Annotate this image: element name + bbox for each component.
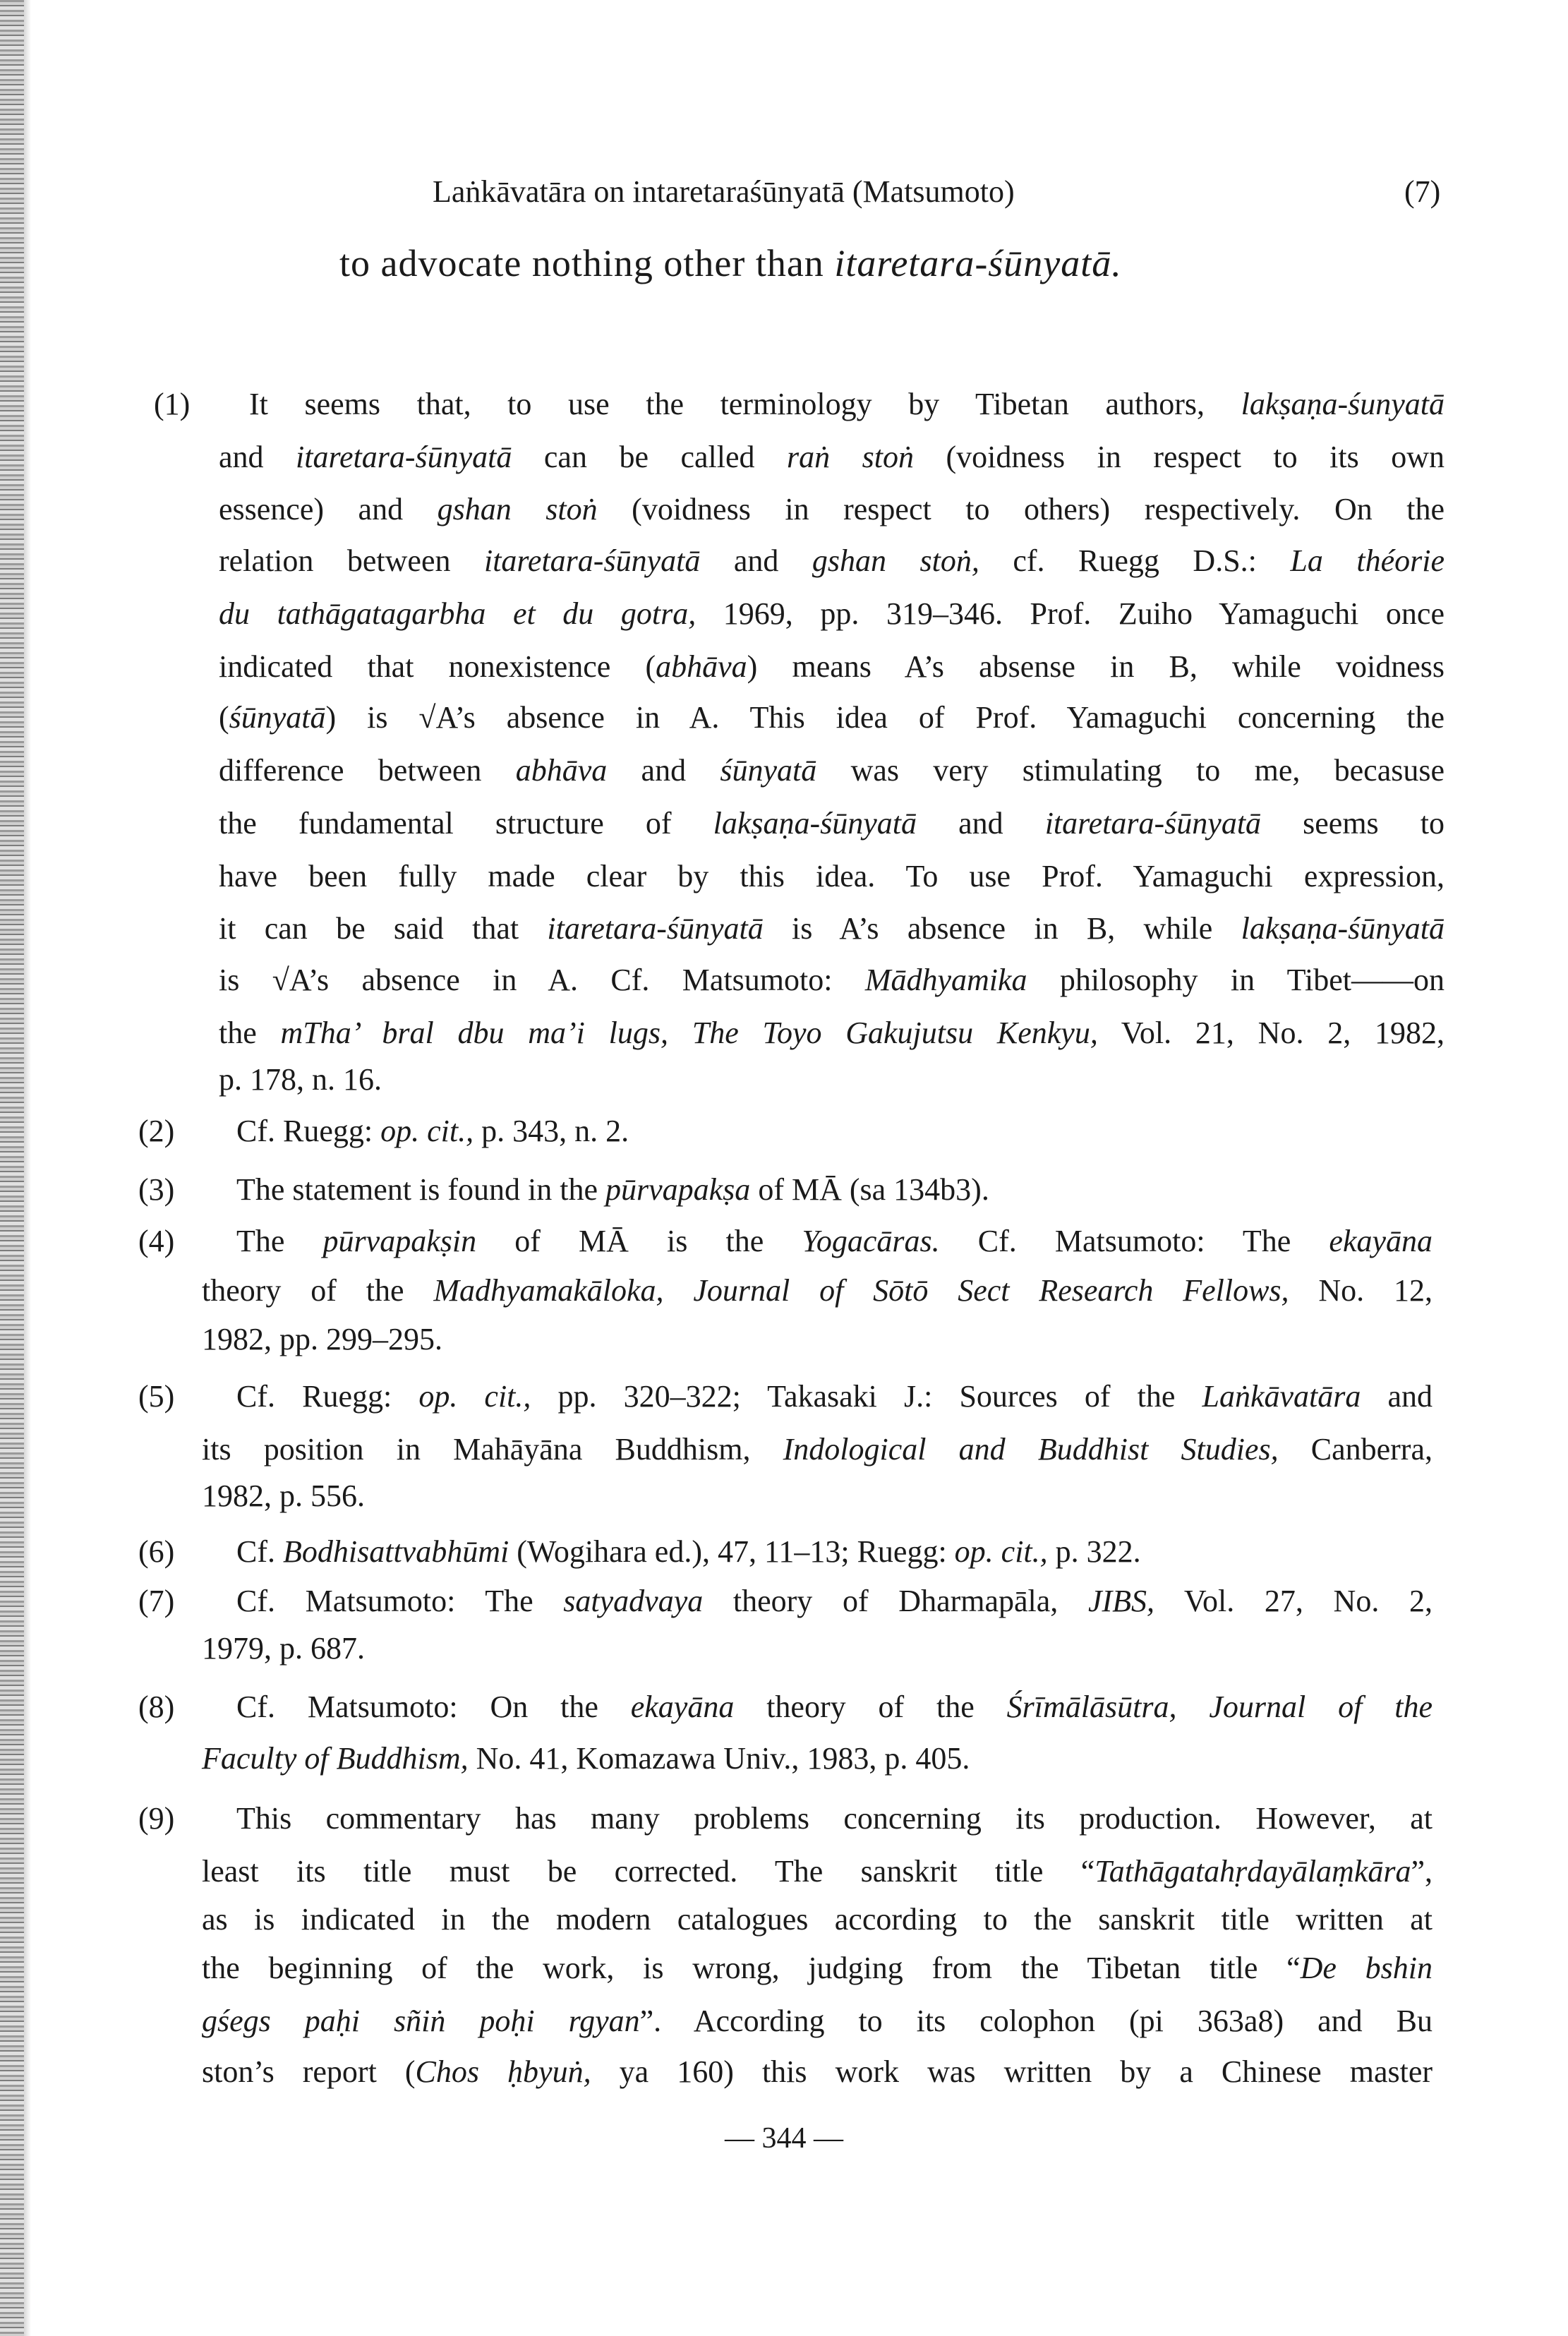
footnote-line	[202, 1852, 1433, 1891]
footnote-line	[236, 1170, 1433, 1210]
text-run: No. 12,	[1289, 1273, 1433, 1308]
italic-text: itaretara-śūnyatā	[547, 911, 764, 946]
text-run: It seems that, to use the terminology by Tibetan authors,	[249, 386, 1241, 421]
text-run: Cf. Matsumoto: On the	[236, 1690, 631, 1725]
italic-text: gshan stoṅ	[437, 492, 598, 527]
text-run: (voidness in respect to its own	[913, 439, 1445, 474]
italic-text: Bodhisattvabhūmi	[283, 1534, 509, 1569]
text-run: the beginning of the work, is wrong, judging from the Tibetan title “	[202, 1950, 1301, 1985]
lead-italic: itaretara-śūnyatā.	[834, 242, 1122, 284]
italic-text: gshan stoṅ,	[812, 543, 979, 578]
italic-text: raṅ stoṅ	[787, 439, 914, 474]
footnote-line	[219, 594, 1445, 634]
footnote-line	[202, 1271, 1433, 1311]
footnote-label: (5)	[138, 1378, 175, 1414]
text-run: Cf. Ruegg:	[236, 1113, 381, 1148]
text-run: Cf. Matsumoto: The	[939, 1223, 1329, 1258]
lead-text: to advocate nothing other than	[339, 242, 835, 284]
footnote-label: (1)	[154, 386, 191, 421]
scan-edge	[0, 0, 24, 2336]
footnote-line	[202, 1900, 1433, 1939]
footnote-line	[219, 751, 1445, 790]
text-run: of MĀ is the	[476, 1223, 802, 1258]
footnote-label: (4)	[138, 1223, 175, 1258]
text-run: Cf. Ruegg:	[236, 1378, 419, 1414]
text-run: relation between	[219, 543, 484, 578]
text-run: (voidness in respect to others) respectively. On the	[597, 492, 1445, 527]
text-run: seems to	[1261, 805, 1445, 841]
running-title: Laṅkāvatāra on intaretaraśūnyatā (Matsumoto)	[433, 174, 1015, 209]
footnote-line	[202, 1629, 1433, 1668]
italic-text: La théorie	[1290, 543, 1445, 578]
italic-text: op. cit.,	[954, 1534, 1048, 1569]
italic-text: lakṣaṇa-śunyatā	[1241, 386, 1445, 421]
italic-text: lakṣaṇa-śūnyatā	[1241, 911, 1445, 946]
footnote-line	[219, 1013, 1445, 1053]
text-run: 1982, p. 556.	[202, 1478, 365, 1513]
italic-text: pūrvapakṣin	[322, 1223, 477, 1258]
italic-text: śūnyatā	[229, 700, 326, 735]
footnote-line	[202, 1949, 1433, 1988]
text-run: and	[917, 805, 1045, 841]
text-run: the fundamental structure of	[219, 805, 713, 841]
text-run: Cf.	[236, 1534, 283, 1569]
text-run: ) is √A’s absence in A. This idea of Prof. Yamaguchi concerning the	[325, 700, 1445, 735]
footnote-label: (6)	[138, 1534, 175, 1569]
italic-text: gśegs paḥi sñiṅ poḥi rgyan	[202, 2003, 640, 2038]
italic-text: Yogacāras.	[802, 1223, 940, 1258]
text-run: p. 322.	[1047, 1534, 1141, 1569]
text-run: can be called	[512, 439, 787, 474]
italic-text: lakṣaṇa-śūnyatā	[713, 805, 917, 841]
text-run: the	[219, 1015, 281, 1050]
footnote-line	[219, 541, 1445, 581]
text-run: and	[700, 543, 812, 578]
footnote-label: (8)	[138, 1690, 175, 1725]
text-run: Canberra,	[1278, 1431, 1433, 1467]
scan-edge-shadow	[24, 0, 31, 2336]
italic-text: śūnyatā	[720, 753, 817, 788]
footnote-line	[219, 698, 1445, 737]
text-run: it can be said that	[219, 911, 548, 946]
text-run: The	[236, 1223, 323, 1258]
text-run: of MĀ (sa 134b3).	[750, 1172, 989, 1208]
text-run: difference between	[219, 753, 516, 788]
footnote-line	[236, 1112, 1433, 1151]
text-run: (	[219, 700, 229, 735]
italic-text: Mādhyamika	[864, 963, 1027, 998]
text-run: theory of the	[202, 1273, 434, 1308]
italic-text: ekayāna	[1329, 1223, 1433, 1258]
italic-text: Laṅkāvatāra	[1202, 1378, 1361, 1414]
text-run: essence) and	[219, 492, 438, 527]
text-run: Vol. 27, No. 2,	[1154, 1584, 1433, 1619]
footnote-label: (2)	[138, 1113, 175, 1148]
footnote-line	[236, 1532, 1433, 1572]
text-run: philosophy in Tibet——on	[1027, 963, 1445, 998]
text-run: and	[219, 439, 296, 474]
italic-text: Śrīmālāsūtra, Journal of the	[1006, 1690, 1433, 1725]
footnote-line	[219, 804, 1445, 843]
text-run: 1979, p. 687.	[202, 1630, 365, 1666]
footnote-line	[219, 961, 1445, 1000]
text-run: as is indicated in the modern catalogues according to the sanskrit title written at	[202, 1902, 1433, 1937]
footnote-line	[236, 1582, 1433, 1621]
italic-text: ekayāna	[630, 1690, 735, 1725]
text-run: No. 41, Komazawa Univ., 1983, p. 405.	[468, 1740, 970, 1776]
footnote-line	[202, 1739, 1433, 1778]
text-run: The statement is found in the	[236, 1172, 605, 1208]
text-run: 1982, pp. 299–295.	[202, 1321, 442, 1356]
footnote-line	[219, 490, 1445, 529]
text-run: and	[607, 753, 720, 788]
footnote-label: (9)	[138, 1801, 175, 1836]
italic-text: itaretara-śūnyatā	[1044, 805, 1262, 841]
italic-text: Chos ḥbyuṅ,	[415, 2054, 591, 2090]
footnote-line	[249, 385, 1445, 424]
footnote-line	[236, 1687, 1433, 1727]
italic-text: satyadvaya	[563, 1584, 704, 1619]
text-run: have been fully made clear by this idea. To use Prof. Yamaguchi expression,	[219, 858, 1445, 893]
text-run: ya 160) this work was written by a Chinese master	[591, 2054, 1433, 2090]
italic-text: du tathāgatagarbha et du gotra,	[219, 596, 696, 631]
italic-text: De bshin	[1300, 1950, 1433, 1985]
footnote-line	[219, 857, 1445, 896]
text-run: cf. Ruegg D.S.:	[979, 543, 1291, 578]
footnote-line	[202, 1476, 1433, 1516]
footnote-line	[202, 1430, 1433, 1469]
lead-line	[339, 241, 1122, 285]
text-run: is √A’s absence in A. Cf. Matsumoto:	[219, 963, 865, 998]
italic-text: abhāva	[656, 649, 747, 684]
italic-text: op. cit.,	[418, 1378, 531, 1414]
footnote-line	[202, 2001, 1433, 2041]
text-run: p. 343, n. 2.	[474, 1113, 629, 1148]
footnote-line	[219, 438, 1445, 477]
footnote-label: (3)	[138, 1172, 175, 1208]
italic-text: abhāva	[515, 753, 608, 788]
italic-text: itaretara-śūnyatā	[296, 439, 512, 474]
italic-text: JIBS,	[1087, 1584, 1155, 1619]
italic-text: pūrvapakṣa	[605, 1172, 751, 1208]
text-run: p. 178, n. 16.	[219, 1062, 382, 1097]
text-run: indicated that nonexistence (	[219, 649, 656, 684]
text-run: ”. According to its colophon (pi 363a8) and Bu	[639, 2003, 1433, 2038]
italic-text: itaretara-śūnyatā	[483, 543, 701, 578]
italic-text: Indological and Buddhist Studies,	[783, 1431, 1279, 1467]
footnote-line	[202, 2052, 1433, 2092]
italic-text: Madhyamakāloka, Journal of Sōtō Sect Research Fellows,	[433, 1273, 1289, 1308]
text-run: Cf. Matsumoto: The	[236, 1584, 564, 1619]
page-number: — 344 —	[725, 2122, 843, 2155]
text-run: This commentary has many problems concerning its production. However, at	[236, 1801, 1433, 1836]
text-run: (Wogihara ed.), 47, 11–13; Ruegg:	[509, 1534, 955, 1569]
text-run: was very stimulating to me, becasuse	[816, 753, 1445, 788]
text-run: Vol. 21, No. 2, 1982,	[1097, 1015, 1445, 1050]
footnote-line	[219, 1060, 1445, 1100]
italic-text: mTha’ bral dbu ma’i lugs, The Toyo Gakujutsu Kenkyu,	[280, 1015, 1098, 1050]
text-run: 1969, pp. 319–346. Prof. Zuiho Yamaguchi once	[696, 596, 1445, 631]
italic-text: Faculty of Buddhism,	[202, 1740, 469, 1776]
page-marker: (7)	[1404, 174, 1441, 209]
footnote-line	[236, 1799, 1433, 1838]
text-run: ”,	[1411, 1854, 1433, 1889]
italic-text: op. cit.,	[380, 1113, 474, 1148]
text-run: ston’s report (	[202, 2054, 416, 2090]
footnote-line	[219, 909, 1445, 949]
text-run: pp. 320–322; Takasaki J.: Sources of the	[531, 1378, 1202, 1414]
text-run: and	[1361, 1378, 1433, 1414]
footnote-line	[236, 1222, 1433, 1261]
text-run: theory of the	[734, 1690, 1007, 1725]
text-run: theory of Dharmapāla,	[703, 1584, 1088, 1619]
italic-text: Tathāgatahṛdayālaṃkāra	[1094, 1854, 1411, 1889]
text-run: is A’s absence in B, while	[763, 911, 1241, 946]
text-run: ) means A’s absense in B, while voidness	[747, 649, 1445, 684]
text-run: least its title must be corrected. The sanskrit title “	[202, 1854, 1095, 1889]
footnote-line	[219, 647, 1445, 687]
text-run: its position in Mahāyāna Buddhism,	[202, 1431, 783, 1467]
footnote-line	[202, 1320, 1433, 1359]
footnote-label: (7)	[138, 1584, 175, 1619]
footnote-line	[236, 1377, 1433, 1416]
